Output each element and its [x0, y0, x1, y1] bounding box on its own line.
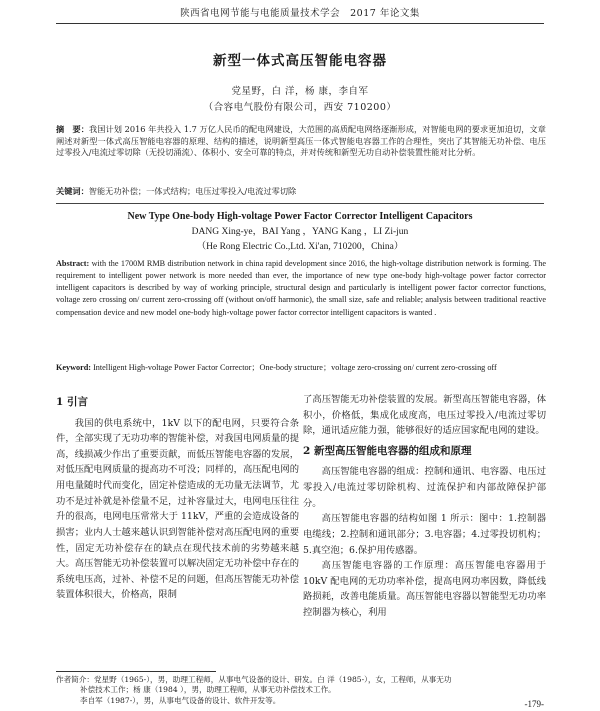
keywords-en-text: Intelligent High-voltage Power Factor Corrector；One-body structure；voltage zero-crossing on/ current zero-crossing off — [93, 363, 497, 372]
keywords-en-label: Keyword: — [56, 363, 92, 372]
section1-continuation: 了高压智能无功补偿装置的发展。新型高压智能电容器，体积小，价格低，集成化成度高，电压过零投入/电流过零切除，通讯适应能力强，能够很好的适应国家配电网的建设。 — [303, 394, 546, 437]
keywords-cn — [56, 186, 546, 196]
authors-cn: 党星野，白 洋，杨 康，李自军 — [231, 86, 369, 97]
keywords-cn-label: 关键词： — [56, 186, 89, 196]
right-column — [303, 392, 546, 621]
abstract-en-label: Abstract: — [56, 259, 90, 268]
author-footnote — [56, 675, 546, 706]
abstract-cn-text: 我国计划 2016 年共投入 1.7 万亿人民币的配电网建设，大范围的高质配电网络逐渐形成，对智能电网的要求更加迫切，文章阐述对新型一体式高压智能电容器的原理、结构的描述，说明新型高压一体式智能电容器工作的合理性，突出了其智能无功补偿、电压过零投入/电流过零切除（无投切涌流）、体积小、安全可靠的特点，并对传统和新型无功自动补偿装置性能对比分析。 — [56, 124, 546, 158]
keywords-en — [56, 362, 546, 374]
section2-paragraph-3: 高压智能电容器的工作原理：高压智能电容器用于 10kV 配电网的无功功率补偿，提高电网功率因数，降低线路损耗，改善电能质量。高压智能电容器以智能型无功功率控制器为核心，利用 — [303, 560, 546, 618]
section2-paragraph-2: 高压智能电容器的结构如图 1 所示：图中：1.控制器电缆线；2.控制和通讯部分；3.电容器；4.过零投切机构；5.真空泡；6.保护用传感器。 — [303, 513, 546, 556]
affiliation-cn: （合容电气股份有限公司，西安 710200） — [203, 102, 397, 113]
section1-heading: 1 引言 — [56, 396, 88, 408]
footnote-line-3: 李自军（1987-），男，从事电气设备的设计、软件开发等。 — [80, 695, 281, 705]
abstract-cn — [56, 124, 546, 159]
paper-title-cn: 新型一体式高压智能电容器 — [213, 53, 387, 69]
section2-heading: 2 新型高压智能电容器的组成和原理 — [303, 444, 472, 457]
left-column — [56, 392, 299, 603]
section1-paragraph: 我国的供电系统中，1kV 以下的配电网，只要符合条件，全部实现了无功功率的智能补偿，对我国电网质量的提高，线损减少作出了重要贡献，而低压智能电容器的发展，对低压配电网质量的提高功不可没；同样的，高压配电网的用电量随时代而变化，固定补偿造成的无功量无法调节，尤功不是过补就是补偿量不足，过补容量过大，电网电压往往升的很高，电网电压常常大于 11kV，严重的会造成设备的损害；业内人士越来越认识到智能补偿对高压配电网的重要性，固定无功补偿存在的缺点在现代技术前的劣势越来越大。高压智能无功补偿装置可以解决固定无功补偿中存在的系统电压高，过补、补偿不足的问题，但高压智能无功补偿装置体积很大，价格高，限制 — [56, 417, 299, 601]
abstract-en — [56, 258, 546, 319]
running-header: 陕西省电网节能与电能质量技术学会 2017 年论文集 — [180, 8, 420, 19]
footnote-line-2: 补偿技术工作；杨 康（1984 ），男，助理工程师，从事无功补偿技术工作。 — [80, 685, 336, 695]
footnote-line-1: 作者简介：党星野（1965-），男，助理工程师，从事电气设备的设计、研发。白 洋（1985-），女，工程师，从事无功 — [56, 675, 452, 684]
page-number: -179- — [524, 699, 544, 709]
keywords-cn-text: 智能无功补偿；一体式结构；电压过零投入/电流过零切除 — [88, 186, 297, 196]
affiliation-en: （He Rong Electric Co.,Ltd. Xi'an, 710200，China） — [196, 242, 404, 252]
header-divider — [56, 23, 544, 24]
section2-paragraph-1: 高压智能电容器的组成：控制和通讯、电容器、电压过零投入/电流过零切除机构、过流保护和内部故障保护部分。 — [303, 466, 546, 509]
footnote-divider — [56, 671, 216, 672]
authors-en: DANG Xing-ye，BAI Yang ，YANG Kang ，LI Zi-jun — [191, 227, 409, 237]
abstract-divider — [56, 203, 544, 204]
abstract-en-text: with the 1700M RMB distribution network in china rapid development since 2016, the high-voltage distribution network is forming. The requirement to intelligent power network is more needed than ever, the importance of new type one-body high-voltage power factor corrector intelligent capacitors is described by way of working principle, structural design and particularly is intelligent power factor corrector functions, voltage zero crossing on/ current zero-crossing off (without on/off harmonic), the small size, safe and reliable; analysis between traditional reactive compensation device and new model one-body high-voltage power factor corrector intelligent capacitors is wanted . — [56, 259, 547, 317]
abstract-cn-label: 摘 要： — [56, 124, 90, 134]
paper-title-en: New Type One-body High-voltage Power Factor Corrector Intelligent Capacitors — [127, 211, 473, 222]
